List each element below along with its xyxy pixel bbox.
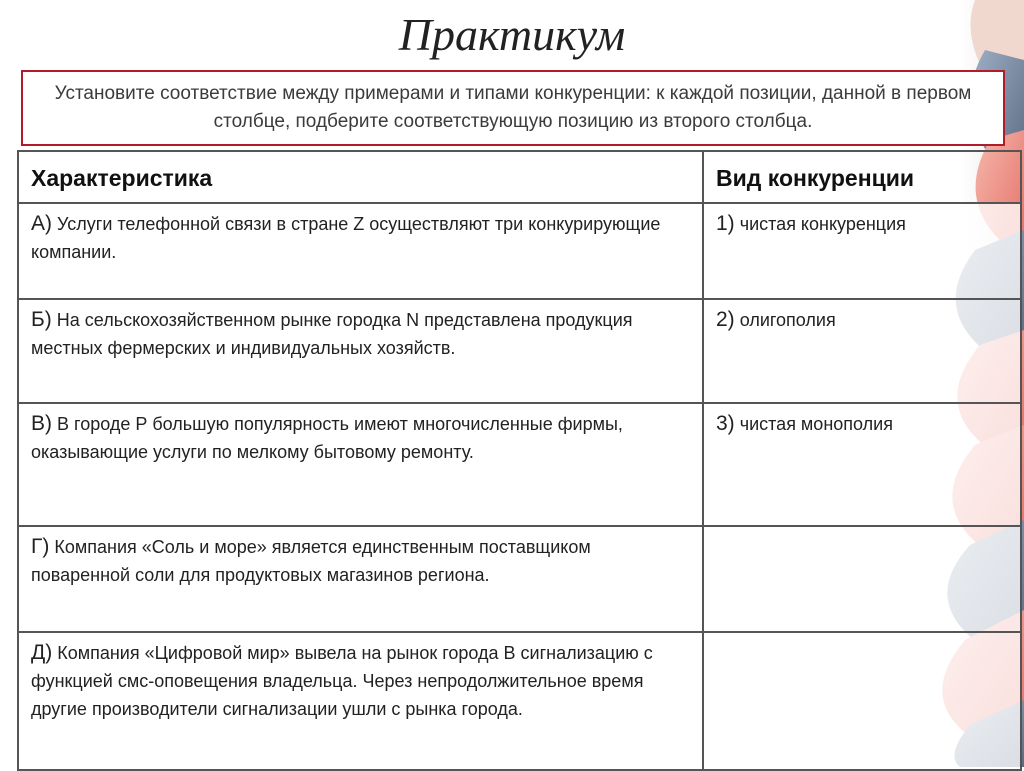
- table-row: [18, 526, 1021, 632]
- table-row: [18, 403, 1021, 526]
- option-number: 3): [716, 412, 735, 435]
- item-text: На сельскохозяйственном рынке городка N представлена продукция местных фермерских и индивидуальных хозяйств.: [31, 310, 633, 358]
- table-row: [18, 299, 1021, 403]
- item-letter: А): [31, 212, 52, 235]
- characteristic-cell: [18, 526, 703, 632]
- item-letter: Б): [31, 308, 52, 331]
- option-text: чистая монополия: [739, 414, 893, 434]
- item-text: Компания «Цифровой мир» вывела на рынок города В сигнализацию с функцией смс-оповещения владельца. Через непродолжительное время другие производители сигнализации ушли с рынка города.: [31, 643, 653, 719]
- competition-type-cell: [703, 203, 1021, 299]
- item-letter: Г): [31, 535, 50, 558]
- competition-type-cell: [703, 526, 1021, 632]
- competition-type-cell: [703, 632, 1021, 770]
- characteristic-cell: [18, 203, 703, 299]
- competition-type-cell: [703, 403, 1021, 526]
- matching-table: [17, 150, 1022, 771]
- table-row: [18, 632, 1021, 770]
- option-text: чистая конкуренция: [739, 214, 906, 234]
- table-header-row: [18, 151, 1021, 203]
- characteristic-cell: [18, 632, 703, 770]
- item-letter: В): [31, 412, 52, 435]
- item-text: В городе Р большую популярность имеют многочисленные фирмы, оказывающие услуги по мелкому бытовому ремонту.: [31, 414, 623, 462]
- header-characteristic: Характеристика: [18, 151, 703, 203]
- header-competition-type: Вид конкуренции: [703, 151, 1021, 203]
- item-text: Компания «Соль и море» является единственным поставщиком поваренной соли для продуктовых магазинов региона.: [31, 537, 591, 585]
- item-text: Услуги телефонной связи в стране Z осуществляют три конкурирующие компании.: [31, 214, 661, 262]
- task-instructions: Установите соответствие между примерами и типами конкуренции: к каждой позиции, данной в первом столбце, подберите соответствующую позицию из второго столбца.: [21, 70, 1005, 146]
- table-row: [18, 203, 1021, 299]
- competition-type-cell: [703, 299, 1021, 403]
- item-letter: Д): [31, 641, 53, 664]
- characteristic-cell: [18, 299, 703, 403]
- option-number: 1): [716, 212, 735, 235]
- option-number: 2): [716, 308, 735, 331]
- option-text: олигополия: [739, 310, 836, 330]
- page-title: Практикум: [398, 9, 626, 60]
- characteristic-cell: [18, 403, 703, 526]
